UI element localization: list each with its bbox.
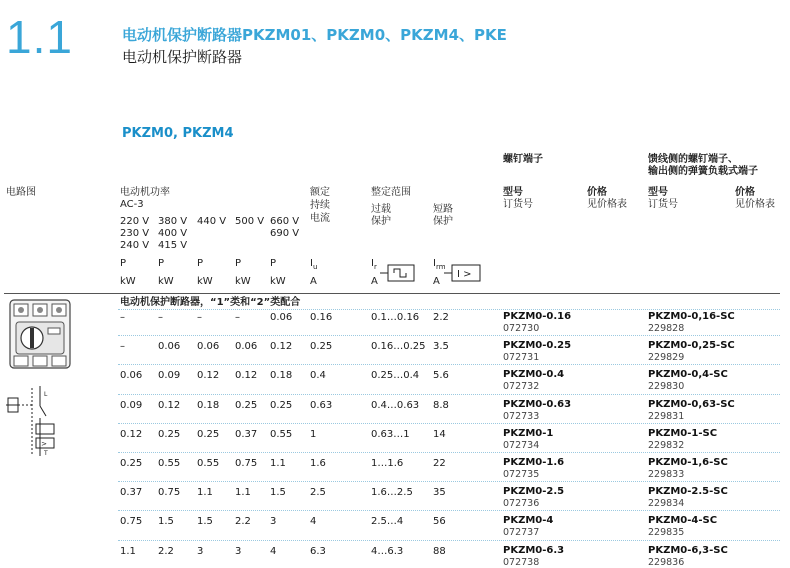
cell-p690: 0.06 [270,312,293,323]
row-divider [118,364,780,365]
unit-p-2: P [158,258,165,269]
section-number: 1.1 [6,11,73,63]
svg-text:L: L [44,391,48,398]
row-divider [118,481,780,482]
row-divider [118,394,780,395]
cell-irm: 2.2 [433,312,449,323]
cell-p500: 0.12 [235,370,258,381]
order-no-a: 072730 [503,323,540,334]
rated-current-header-3: 电流 [310,213,330,224]
cell-p230: 1.1 [120,546,136,557]
svg-text:I >: I > [457,269,472,280]
voltage-415: 415 V [158,240,188,251]
order-no-b: 229828 [648,323,685,334]
cell-p400: 0.25 [158,429,181,440]
model-b: PKZM0-0,63-SC [648,399,735,410]
cell-p230: 0.12 [120,429,143,440]
model-b: PKZM0-1-SC [648,428,718,439]
page-subtitle: 电动机保护断路器 [122,48,243,66]
cell-p440: 1.1 [197,487,213,498]
cell-p400: 0.55 [158,458,181,469]
cell-range: 0.4…0.63 [371,400,420,411]
cell-p690: 4 [270,546,277,557]
cell-p690: 1.1 [270,458,286,469]
cell-range: 0.16…0.25 [371,341,426,352]
row-divider [118,510,780,511]
voltage-690: 690 V [270,228,300,239]
cell-p690: 3 [270,516,277,527]
model-a: PKZM0-1.6 [503,457,565,468]
screw-terminal-header: 螺钉端子 [503,154,543,165]
cell-range: 4…6.3 [371,546,404,557]
unit-p-4: P [235,258,242,269]
overload-header-1: 过载 [371,204,391,215]
cell-p690: 0.55 [270,429,293,440]
cell-p500: 0.75 [235,458,258,469]
cell-p230: 0.75 [120,516,143,527]
cell-range: 0.25…0.4 [371,370,420,381]
voltage-380: 380 V [158,216,188,227]
cell-p500: 0.25 [235,400,258,411]
unit-kw-5: kW [270,276,286,287]
cell-p440: 0.18 [197,400,220,411]
mixed-terminal-header-1: 馈线侧的螺钉端子、 [648,154,738,165]
model-a: PKZM0-0.25 [503,340,572,351]
unit-kw-3: kW [197,276,213,287]
cell-p230: – [120,341,125,352]
short-circuit-header-1: 短路 [433,204,453,215]
circuit-diagram-header: 电路图 [6,187,36,198]
cell-p400: 2.2 [158,546,174,557]
cell-iu: 6.3 [310,546,326,557]
order-no-a: 072733 [503,411,540,422]
cell-p500: 2.2 [235,516,251,527]
cell-p690: 0.18 [270,370,293,381]
price-list-a: 见价格表 [587,199,627,210]
unit-p-5: P [270,258,277,269]
cell-p400: 0.75 [158,487,181,498]
rated-current-header-2: 持续 [310,200,330,211]
row-divider [118,452,780,453]
cell-p440: 0.55 [197,458,220,469]
svg-text:I>: I> [39,440,47,448]
voltage-240: 240 V [120,240,150,251]
order-no-b: 229830 [648,381,685,392]
cell-p440: 0.25 [197,429,220,440]
cell-p230: 0.25 [120,458,143,469]
cell-p690: 1.5 [270,487,286,498]
cell-iu: 0.4 [310,370,326,381]
cell-p500: 1.1 [235,487,251,498]
mixed-terminal-header-2: 输出侧的弹簧负载式端子 [648,166,758,177]
model-b: PKZM0-4-SC [648,515,718,526]
unit-kw-2: kW [158,276,174,287]
cell-range: 2.5…4 [371,516,404,527]
cell-p690: 0.25 [270,400,293,411]
order-no-header-b: 订货号 [648,199,678,210]
unit-p-1: P [120,258,127,269]
cell-irm: 14 [433,429,446,440]
cell-p230: 0.37 [120,487,143,498]
cell-p440: 3 [197,546,204,557]
price-list-b: 见价格表 [735,199,775,210]
cell-iu: 4 [310,516,317,527]
cell-range: 0.63…1 [371,429,410,440]
order-no-b: 229829 [648,352,685,363]
short-circuit-header-2: 保护 [433,216,453,227]
cell-p440: – [197,312,202,323]
cell-p400: 1.5 [158,516,174,527]
model-header-b: 型号 [648,187,668,198]
order-no-b: 229835 [648,527,685,538]
order-no-b: 229831 [648,411,685,422]
cell-iu: 1.6 [310,458,326,469]
svg-text:T: T [44,450,48,457]
cell-iu: 0.25 [310,341,333,352]
model-b: PKZM0-0,4-SC [648,369,728,380]
voltage-500: 500 V [235,216,265,227]
cell-irm: 5.6 [433,370,449,381]
header-divider [4,293,780,294]
ac3-label: AC-3 [120,199,144,210]
unit-kw-4: kW [235,276,251,287]
cell-p400: 0.06 [158,341,181,352]
order-no-a: 072738 [503,557,540,568]
cell-p440: 1.5 [197,516,213,527]
model-a: PKZM0-6.3 [503,545,565,556]
model-a: PKZM0-1 [503,428,554,439]
price-header-a: 价格 [587,187,607,198]
circuit-diagram-icon [6,384,62,460]
cell-irm: 22 [433,458,446,469]
model-header-a: 型号 [503,187,523,198]
order-no-b: 229836 [648,557,685,568]
product-subheading: PKZM0, PKZM4 [122,126,234,141]
model-b: PKZM0-0,16-SC [648,311,735,322]
cell-p400: – [158,312,163,323]
cell-irm: 88 [433,546,446,557]
price-header-b: 价格 [735,187,755,198]
cell-iu: 2.5 [310,487,326,498]
unit-iu: $I_u$ [310,258,318,271]
row-divider [118,540,780,541]
order-no-a: 072734 [503,440,540,451]
cell-p230: 0.09 [120,400,143,411]
model-b: PKZM0-2.5-SC [648,486,728,497]
order-no-a: 072735 [503,469,540,480]
voltage-220: 220 V [120,216,150,227]
model-a: PKZM0-0.16 [503,311,572,322]
overload-header-2: 保护 [371,216,391,227]
order-no-b: 229833 [648,469,685,480]
cell-p690: 0.12 [270,341,293,352]
unit-p-3: P [197,258,204,269]
order-no-a: 072737 [503,527,540,538]
circuit-breaker-image [6,296,74,372]
cell-range: 0.1…0.16 [371,312,420,323]
magnetic-trip-symbol-icon [444,262,482,284]
cell-irm: 35 [433,487,446,498]
cell-iu: 0.63 [310,400,333,411]
group-divider [118,309,780,310]
order-no-header-a: 订货号 [503,199,533,210]
unit-irm: $I_{rm}$ [433,258,446,271]
motor-power-header: 电动机功率 [120,187,170,198]
cell-p400: 0.09 [158,370,181,381]
unit-a-2: A [371,276,378,287]
cell-p230: 0.06 [120,370,143,381]
cell-p400: 0.12 [158,400,181,411]
order-no-a: 072732 [503,381,540,392]
voltage-660: 660 V [270,216,300,227]
cell-p440: 0.06 [197,341,220,352]
model-b: PKZM0-6,3-SC [648,545,728,556]
voltage-400: 400 V [158,228,188,239]
order-no-b: 229832 [648,440,685,451]
voltage-440: 440 V [197,216,227,227]
model-b: PKZM0-1,6-SC [648,457,728,468]
model-a: PKZM0-4 [503,515,554,526]
order-no-b: 229834 [648,498,685,509]
group-title: 电动机保护断路器，“1”类和“2”类配合 [120,297,301,308]
order-no-a: 072731 [503,352,540,363]
model-b: PKZM0-0,25-SC [648,340,735,351]
unit-a-1: A [310,276,317,287]
cell-p440: 0.12 [197,370,220,381]
cell-range: 1…1.6 [371,458,404,469]
page-title: 电动机保护断路器PKZM01、PKZM0、PKZM4、PKE [122,26,507,44]
order-no-a: 072736 [503,498,540,509]
cell-p500: 0.06 [235,341,258,352]
model-a: PKZM0-0.63 [503,399,572,410]
cell-p500: 3 [235,546,242,557]
cell-iu: 0.16 [310,312,333,323]
rated-current-header-1: 额定 [310,187,330,198]
cell-irm: 3.5 [433,341,449,352]
cell-irm: 56 [433,516,446,527]
unit-kw-1: kW [120,276,136,287]
model-a: PKZM0-0.4 [503,369,565,380]
voltage-230: 230 V [120,228,150,239]
row-divider [118,335,780,336]
thermal-overload-symbol-icon [380,262,418,284]
unit-a-3: A [433,276,440,287]
cell-iu: 1 [310,429,317,440]
cell-irm: 8.8 [433,400,449,411]
setting-range-header: 整定范围 [371,187,411,198]
cell-p230: – [120,312,125,323]
cell-range: 1.6…2.5 [371,487,413,498]
cell-p500: 0.37 [235,429,258,440]
model-a: PKZM0-2.5 [503,486,565,497]
cell-p500: – [235,312,240,323]
unit-ir: $I_r$ [371,258,377,271]
row-divider [118,423,780,424]
